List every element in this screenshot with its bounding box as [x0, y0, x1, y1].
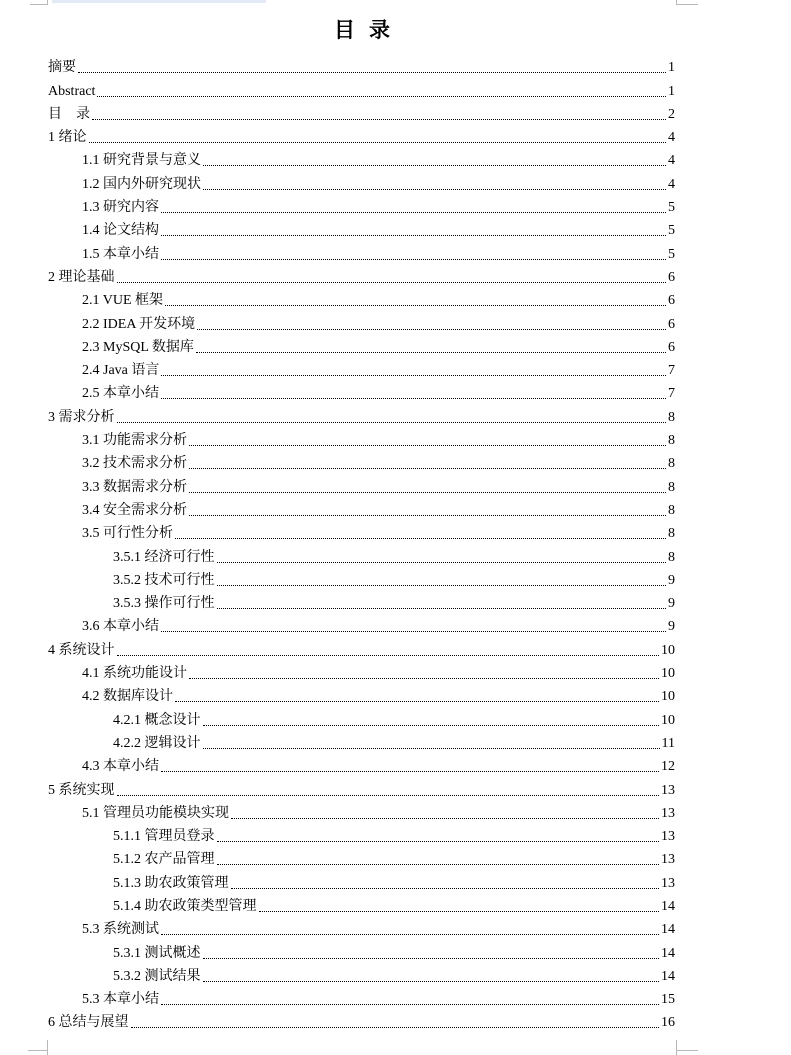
toc-entry[interactable] [48, 868, 675, 891]
toc-entry[interactable] [48, 519, 675, 542]
toc-entry-page-number: 4 [668, 176, 675, 192]
toc-entry[interactable] [48, 449, 675, 472]
toc-entry[interactable] [48, 822, 675, 845]
toc-dot-leader [259, 910, 660, 912]
toc-entry[interactable] [48, 146, 675, 169]
toc-entry[interactable] [48, 472, 675, 495]
toc-entry-label: 3 需求分析 [48, 409, 115, 425]
toc-dot-leader [217, 607, 667, 609]
toc-entry-page-number: 7 [668, 363, 675, 379]
toc-dot-leader [203, 747, 660, 749]
toc-entry-label: 2.5 本章小结 [82, 386, 159, 402]
toc-entry[interactable] [48, 239, 675, 262]
toc-entry[interactable] [48, 799, 675, 822]
toc-entry-label: 4.2.2 逻辑设计 [113, 735, 201, 751]
toc-entry-page-number: 6 [668, 293, 675, 309]
toc-entry-label: 1 绪论 [48, 130, 87, 146]
toc-dot-leader [203, 724, 660, 726]
toc-entry-label: 1.2 国内外研究现状 [82, 176, 201, 192]
toc-entry[interactable] [48, 193, 675, 216]
toc-title [48, 16, 676, 44]
toc-entry-page-number: 10 [661, 666, 675, 682]
toc-dot-leader [92, 118, 666, 120]
toc-entry-page-number: 1 [668, 83, 675, 99]
toc-dot-leader [189, 514, 666, 516]
toc-entry[interactable] [48, 962, 675, 985]
toc-entry-page-number: 10 [661, 642, 675, 658]
toc-entry[interactable] [48, 216, 675, 239]
toc-entry-label: 目 录 [48, 106, 90, 122]
toc-entry[interactable] [48, 76, 675, 99]
toc-entry-page-number: 8 [668, 409, 675, 425]
toc-entry[interactable] [48, 566, 675, 589]
toc-entry-page-number: 15 [661, 992, 675, 1008]
toc-dot-leader [231, 817, 659, 819]
toc-entry-page-number: 5 [668, 200, 675, 216]
toc-dot-leader [203, 957, 660, 959]
toc-entry-page-number: 1 [668, 60, 675, 76]
toc-entry-page-number: 13 [661, 852, 675, 868]
toc-entry-label: 2.2 IDEA 开发环境 [82, 316, 196, 332]
toc-entry-label: 5.3.1 测试概述 [113, 945, 201, 961]
toc-entry-label: 5.1.3 助农政策管理 [113, 875, 229, 891]
toc-entry-page-number: 8 [668, 479, 675, 495]
toc-entry-label: 3.1 功能需求分析 [82, 433, 187, 449]
toc-entry[interactable] [48, 496, 675, 519]
toc-dot-leader [189, 467, 666, 469]
toc-dot-leader [117, 654, 660, 656]
toc-entry-page-number: 13 [661, 805, 675, 821]
toc-entry-label: 5.3 本章小结 [82, 992, 159, 1008]
toc-entry-label: 3.5.2 技术可行性 [113, 572, 215, 588]
toc-entry[interactable] [48, 169, 675, 192]
toc-dot-leader [78, 71, 666, 73]
toc-entry-label: 摘要 [48, 60, 76, 76]
crop-mark-top-left [30, 4, 48, 5]
toc-entry[interactable] [48, 705, 675, 728]
toc-entry[interactable] [48, 333, 675, 356]
toc-entry-label: 3.5.1 经济可行性 [113, 549, 215, 565]
crop-mark-bottom-left-vertical [47, 1040, 48, 1055]
toc-dot-leader [161, 374, 666, 376]
toc-entry-label: 3.2 技术需求分析 [82, 456, 187, 472]
toc-entry-label: 4 系统设计 [48, 642, 115, 658]
toc-title-text: 目录 [334, 17, 404, 42]
toc-entry-label: 4.2 数据库设计 [82, 689, 173, 705]
toc-entry-label: 2 理论基础 [48, 269, 115, 285]
toc-dot-leader [217, 840, 660, 842]
toc-entry[interactable] [48, 635, 675, 658]
toc-entry-page-number: 11 [661, 735, 675, 751]
toc-entry-label: 2.4 Java 语言 [82, 363, 160, 379]
toc-dot-leader [161, 234, 666, 236]
toc-entry-label: 3.5 可行性分析 [82, 526, 173, 542]
toc-entry-label: 4.3 本章小结 [82, 759, 159, 775]
toc-dot-leader [161, 770, 659, 772]
toc-entry-label: 5.3 系统测试 [82, 922, 159, 938]
toc-dot-leader [203, 188, 666, 190]
toc-entry-page-number: 8 [668, 549, 675, 565]
toc-dot-leader [196, 351, 666, 353]
toc-entry-label: 1.1 研究背景与意义 [82, 153, 201, 169]
toc-dot-leader [161, 630, 666, 632]
toc-dot-leader [117, 281, 667, 283]
toc-entry[interactable] [48, 938, 675, 961]
toc-dot-leader [117, 421, 667, 423]
toc-entry-page-number: 10 [661, 712, 675, 728]
toc-entry-page-number: 12 [661, 759, 675, 775]
toc-entry[interactable] [48, 402, 675, 425]
toc-entry-label: 5.1.2 农产品管理 [113, 852, 215, 868]
toc-dot-leader [161, 1003, 659, 1005]
toc-entry-label: 4.1 系统功能设计 [82, 666, 187, 682]
toc-entry-label: 5.1 管理员功能模块实现 [82, 805, 229, 821]
toc-entry-page-number: 8 [668, 433, 675, 449]
toc-entry-page-number: 8 [668, 456, 675, 472]
toc-entry[interactable] [48, 123, 675, 146]
toc-entry-label: 3.6 本章小结 [82, 619, 159, 635]
toc-dot-leader [189, 677, 659, 679]
toc-entry-page-number: 6 [668, 316, 675, 332]
toc-entry[interactable] [48, 309, 675, 332]
toc-dot-leader [161, 397, 666, 399]
toc-entry[interactable] [48, 263, 675, 286]
toc-entry-page-number: 5 [668, 246, 675, 262]
toc-entry[interactable] [48, 53, 675, 76]
crop-mark-bottom-right-vertical [676, 1040, 677, 1055]
toc-entry-label: 6 总结与展望 [48, 1015, 129, 1031]
toc-entry-page-number: 14 [661, 945, 675, 961]
toc-dot-leader [175, 537, 666, 539]
toc-entry-label: 3.4 安全需求分析 [82, 502, 187, 518]
crop-mark-bottom-right [676, 1050, 698, 1051]
toc-entry[interactable] [48, 1008, 675, 1031]
toc-dot-leader [217, 584, 667, 586]
toc-entry-page-number: 6 [668, 339, 675, 355]
toc-entry[interactable] [48, 682, 675, 705]
toc-dot-leader [189, 444, 666, 446]
toc-dot-leader [203, 980, 660, 982]
toc-dot-leader [161, 933, 659, 935]
toc-entry-page-number: 2 [668, 106, 675, 122]
toc-entry-label: 1.5 本章小结 [82, 246, 159, 262]
toc-entry-page-number: 13 [661, 829, 675, 845]
toc-entry[interactable] [48, 729, 675, 752]
toc-dot-leader [117, 794, 660, 796]
toc-dot-leader [89, 141, 667, 143]
toc-entry-page-number: 14 [661, 898, 675, 914]
toc-dot-leader [203, 164, 666, 166]
toc-entry-page-number: 8 [668, 526, 675, 542]
toc-entry-page-number: 13 [661, 875, 675, 891]
toc-dot-leader [189, 491, 666, 493]
toc-entry-page-number: 14 [661, 922, 675, 938]
toc-dot-leader [217, 561, 667, 563]
toc-entry-page-number: 16 [661, 1015, 675, 1031]
toc-entry[interactable] [48, 892, 675, 915]
toc-entry-page-number: 4 [668, 153, 675, 169]
toc-entry-page-number: 13 [661, 782, 675, 798]
toc-entry[interactable] [48, 659, 675, 682]
toc-entry-label: 5 系统实现 [48, 782, 115, 798]
toc-dot-leader [131, 1026, 660, 1028]
toc-entry[interactable] [48, 915, 675, 938]
toc-dot-leader [217, 863, 660, 865]
toc-entry[interactable] [48, 379, 675, 402]
toc-entry-label: 3.5.3 操作可行性 [113, 596, 215, 612]
toc-entry[interactable] [48, 775, 675, 798]
toc-entry[interactable] [48, 100, 675, 123]
crop-mark-bottom-left [28, 1050, 48, 1051]
toc-dot-leader [97, 95, 666, 97]
table-of-contents [48, 53, 675, 1031]
toc-entry[interactable] [48, 286, 675, 309]
toc-entry-page-number: 6 [668, 269, 675, 285]
crop-mark-top-right [676, 4, 698, 5]
toc-entry-label: 5.1.4 助农政策类型管理 [113, 898, 257, 914]
toc-entry[interactable] [48, 542, 675, 565]
toc-dot-leader [175, 700, 659, 702]
toc-entry[interactable] [48, 356, 675, 379]
toc-entry-label: 3.3 数据需求分析 [82, 479, 187, 495]
toc-dot-leader [161, 258, 666, 260]
toc-entry-label: Abstract [48, 83, 96, 99]
toc-entry[interactable] [48, 985, 675, 1008]
toc-entry-label: 4.2.1 概念设计 [113, 712, 201, 728]
toc-entry[interactable] [48, 426, 675, 449]
toc-entry-label: 5.3.2 测试结果 [113, 968, 201, 984]
toc-entry[interactable] [48, 752, 675, 775]
toc-entry-page-number: 8 [668, 502, 675, 518]
toc-entry-label: 2.1 VUE 框架 [82, 293, 164, 309]
toc-entry-label: 1.4 论文结构 [82, 223, 159, 239]
toc-dot-leader [197, 328, 666, 330]
toc-entry-page-number: 10 [661, 689, 675, 705]
toc-dot-leader [231, 887, 660, 889]
document-page [48, 0, 676, 1040]
toc-entry-label: 1.3 研究内容 [82, 200, 159, 216]
toc-entry-page-number: 9 [668, 572, 675, 588]
toc-entry-label: 5.1.1 管理员登录 [113, 829, 215, 845]
toc-dot-leader [165, 304, 666, 306]
toc-dot-leader [161, 211, 666, 213]
toc-entry-page-number: 5 [668, 223, 675, 239]
toc-entry-label: 2.3 MySQL 数据库 [82, 339, 194, 355]
toc-entry-page-number: 9 [668, 596, 675, 612]
toc-entry-page-number: 7 [668, 386, 675, 402]
toc-entry[interactable] [48, 612, 675, 635]
toc-entry-page-number: 4 [668, 130, 675, 146]
toc-entry[interactable] [48, 589, 675, 612]
toc-entry-page-number: 9 [668, 619, 675, 635]
toc-entry-page-number: 14 [661, 968, 675, 984]
crop-mark-top-right-vertical [676, 0, 677, 5]
toc-entry[interactable] [48, 845, 675, 868]
